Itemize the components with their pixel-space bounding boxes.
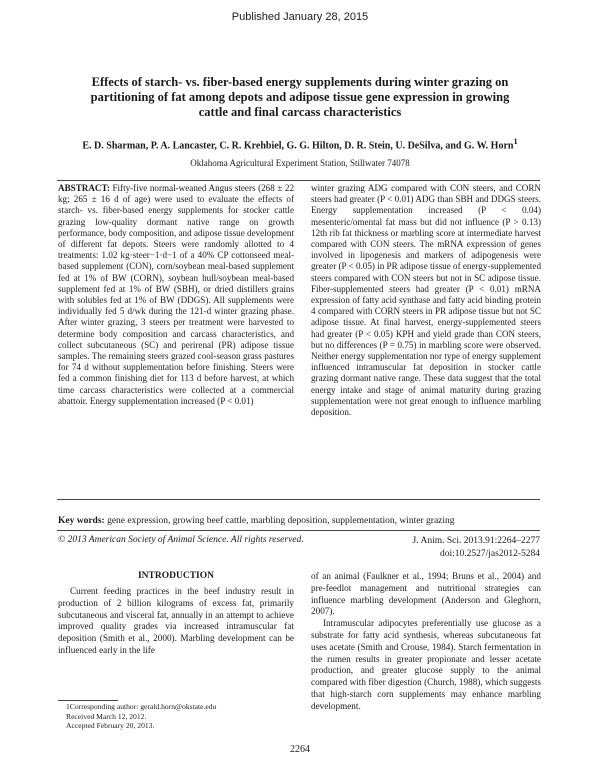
intro-left-column [58,586,294,657]
intro-right-column [311,571,541,713]
published-date: Published January 28, 2015 [231,11,369,23]
abstract-right-column: winter grazing ADG compared with CON steers, and CORN steers had greater (P < 0.01) ADG than SBH and DDGS steers. Energy supplementation increased (P < 0.04) mesenteric/omental fat mass but did not influence (P > 0.13) 12th rib fat thickness or marbling score at intermediate harvest compared with CON steers. The mRNA expression of genes involved in lipogenesis and markers of adipogenesis were greater (P < 0.05) in PR adipose tissue of energy-supplemented steers compared with CON steers but not in SC adipose tissue. Fiber-supplemented steers had greater (P < 0.01) mRNA expression of fatty acid synthase and fatty acid binding protein 4 compared with CORN steers in PR adipose tissue but not SC adipose tissue. At final harvest, energy-supplemented steers had greater (P < 0.05) KPH and yield grade than CON steers, but no differences (P = 0.75) in marbling score were observed. Neither energy supplementation nor type of energy supplement influenced intramuscular fat deposition in stocker cattle grazing dormant native range. These data suggest that the total energy intake and stage of animal maturity during grazing supplementation were not great enough to influence marbling deposition. [311,183,541,418]
abstract-left-text: Fifty-five normal-weaned Angus steers (268 ± 22 kg; 265 ± 16 d of age) were used to evaluate the effects of starch- vs. fiber-based energy supplements for stocker cattle grazing low-quality dormant native range on growth performance, body composition, and adipose tissue development of different fat depots. Steers were randomly allotted to 4 treatments: 1.02 kg·steer−1·d−1 of a 40% CP cottonseed meal-based supplement (CON), corn/soybean meal-based supplement fed at 1% of BW (CORN), soybean hull/soybean meal-based supplement fed at 1% of BW (SBH), or dried distillers grains with solubles fed at 1% of BW (DDGS). All supplements were individually fed 5 d/wk during the 121-d winter grazing phase. After winter grazing, 3 steers per treatment were harvested to determine body composition and carcass characteristics, and collect subcutaneous (SC) and perirenal (PR) adipose tissue samples. The remaining steers grazed cool-season grass pastures for 74 d without supplementation before finishing. Steers were fed a common finishing diet for 113 d before harvest, at which time carcass characteristics were collected at a commercial abattoir. Energy supplementation increased (P < 0.01) [58,183,294,406]
abstract-label: ABSTRACT: [58,183,110,193]
page-number: 2264 [290,744,310,755]
corresponding-author: 1Corresponding author: gerald.horn@okstate.edu [66,702,217,711]
footnote-rule [58,700,118,701]
footnotes [66,702,216,731]
introduction-heading: INTRODUCTION [137,571,214,581]
author-list [40,137,560,151]
accepted-date: Accepted February 20, 2013. [66,721,155,730]
authors-text: E. D. Sharman, P. A. Lancaster, C. R. Krehbiel, G. G. Hilton, D. R. Stein, U. DeSilva, and G. W. Horn [82,140,514,152]
keywords-label: Key words: [58,516,105,526]
intro-paragraph: Current feeding practices in the beef industry result in production of 2 billion kilograms of excess fat, primarily subcutaneous and visceral fat, annually in an attempt to achieve improved quality grades via increased intramuscular fat deposition (Smith et al., 2000). Marbling development can be influenced early in the life [58,586,294,655]
intro-paragraph: Intramuscular adipocytes preferentially use glucose as a substrate for fatty acid synthesis, whereas subcutaneous fat uses acetate (Smith and Crouse, 1984). Starch fermentation in the rumen results in greater propionate and lesser acetate production, and greater glucose supply to the animal compared with fiber digestion (Church, 1988), which suggests that high-starch corn supplements may enhance marbling development. [311,618,541,711]
copyright-notice: © 2013 American Society of Animal Science. All rights reserved. [58,535,304,545]
divider-rule [57,530,540,531]
journal-citation: J. Anim. Sci. 2013.91:2264–2277 [412,536,540,546]
received-date: Received March 12, 2012. [66,711,147,721]
intro-paragraph-continued: of an animal (Faulkner et al., 1994; Bruns et al., 2004) and pre-feedlot management and nutritional strategies can influence marbling development (Anderson and Gleghorn, 2007). [311,571,541,617]
affiliation: Oklahoma Agricultural Experiment Station, Stillwater 74078 [190,158,410,168]
paper-title: Effects of starch- vs. fiber-based energy supplements during winter grazing on partitioning of fat among depots and adipose tissue gene expression in growing cattle and final carcass characteristics [90,75,510,119]
doi: doi:10.2527/jas2012-5284 [439,549,540,559]
keywords-text: gene expression, growing beef cattle, marbling deposition, supplementation, winter grazing [107,516,455,526]
keywords [58,516,558,526]
author-superscript: 1 [513,137,518,146]
abstract-left-column [58,183,294,407]
citation-block [413,535,540,561]
